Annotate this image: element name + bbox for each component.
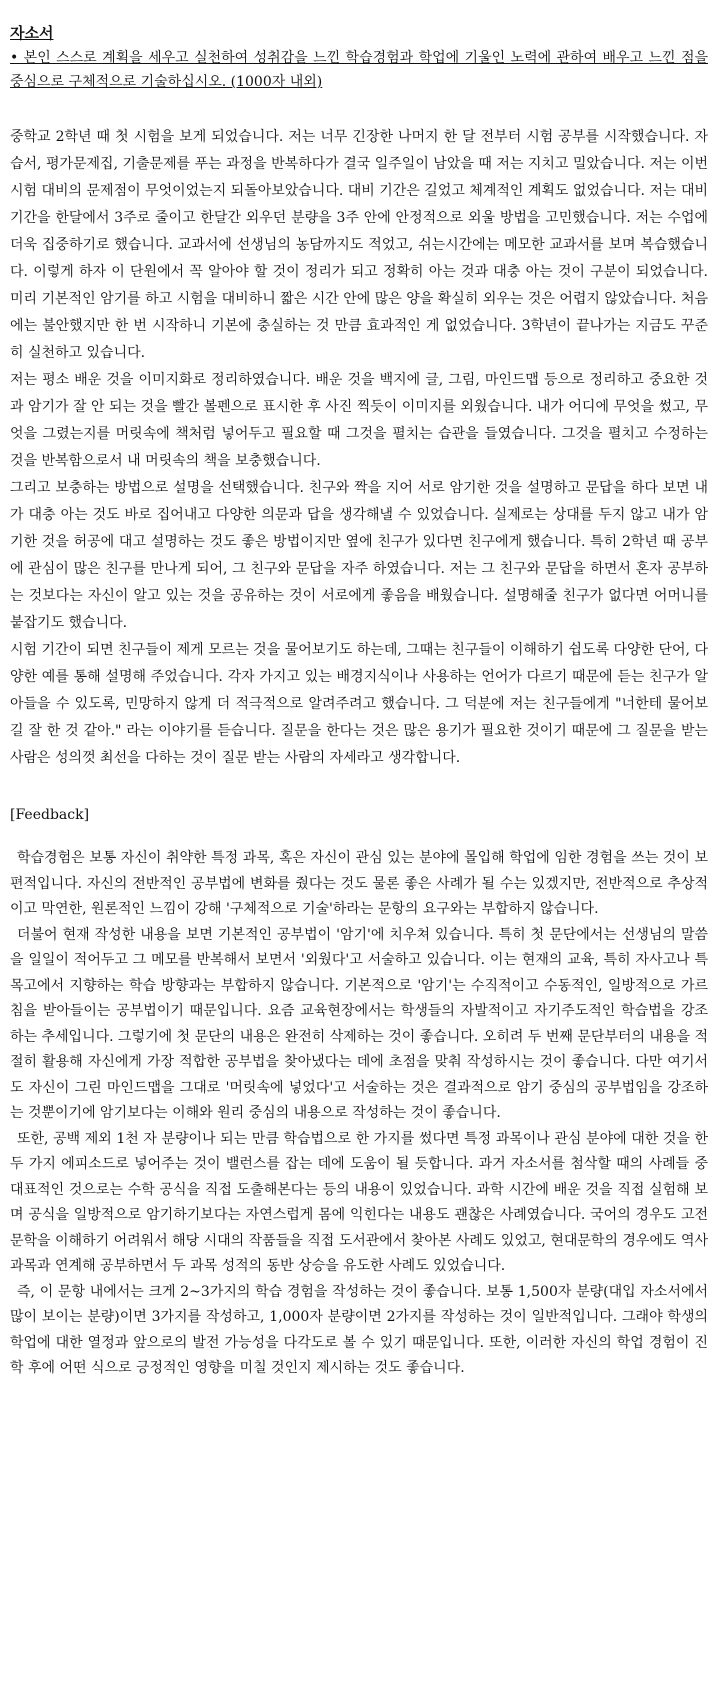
essay-paragraph: 그리고 보충하는 방법으로 설명을 선택했습니다. 친구와 짝을 지어 서로 암기한 것을 설명하고 문답을 하다 보면 내가 대충 아는 것도 바로 집어내고 다양한 의문과 답을 생각해낼 수 있었습니다. 실제로는 상대를 두지 않고 내가 암기한 것을 허공에 대고 설명하는 것도 좋은 방법이지만 옆에 친구가 있다면 친구에게 했습니다. 특히 2학년 때 공부에 관심이 많은 친구를 만나게 되어, 그 친구와 문답을 자주 하였습니다. 저는 그 친구와 문답을 하면서 혼자 공부하는 것보다는 자신이 알고 있는 것을 공유하는 것이 서로에게 좋음을 배웠습니다. 설명해줄 친구가 없다면 어머니를 붙잡기도 했습니다. [10,480,708,631]
essay-paragraph: 저는 평소 배운 것을 이미지화로 정리하였습니다. 배운 것을 백지에 글, 그림, 마인드맵 등으로 정리하고 중요한 것과 암기가 잘 안 되는 것을 빨간 볼펜으로 표시한 후 사진 찍듯이 이미지를 외웠습니다. 내가 어디에 무엇을 썼고, 무엇을 그렸는지를 머릿속에 책처럼 넣어두고 필요할 때 그것을 펼치는 습관을 들였습니다. 그것을 펼치고 수정하는 것을 반복함으로서 내 머릿속의 책을 보충했습니다. [10,372,708,469]
essay-prompt: • 본인 스스로 계획을 세우고 실천하여 성취감을 느낀 학습경험과 학업에 기울인 노력에 관하여 배우고 느낀 점을 중심으로 구체적으로 기술하십시오. (1000자 내외) [10,50,708,90]
document-title: 자소서 [10,24,54,42]
essay-body [10,124,708,772]
feedback-paragraph: 또한, 공백 제외 1천 자 분량이나 되는 만큼 학습법으로 한 가지를 썼다면 특정 과목이나 관심 분야에 대한 것을 한두 가지 에피소드로 넣어주는 것이 밸런스를 잡는 데에 도움이 될 듯합니다. 과거 자소서를 첨삭할 때의 사례들 중 대표적인 것으로는 수학 공식을 직접 도출해본다는 등의 내용이 있었습니다. 과학 시간에 배운 것을 직접 실험해 보며 공식을 일방적으로 암기하기보다는 자연스럽게 몸에 익힌다는 내용도 괜찮은 사례였습니다. 국어의 경우도 고전문학을 이해하기 어려워서 해당 시대의 작품들을 직접 도서관에서 찾아본 사례도 있었고, 현대문학의 경우에도 역사 과목과 연계해 공부하면서 두 과목 성적의 동반 상승을 유도한 사례도 있었습니다. [10,1130,708,1274]
feedback-paragraph: 즉, 이 문항 내에서는 크게 2~3가지의 학습 경험을 작성하는 것이 좋습니다. 보통 1,500자 분량(대입 자소서에서 많이 보이는 분량)이면 3가지를 작성하고, 1,000자 분량이면 2가지를 작성하는 것이 일반적입니다. 그래야 학생의 학업에 대한 열정과 앞으로의 발전 가능성을 다각도로 볼 수 있기 때문입니다. 또한, 이러한 자신의 학업 경험이 진학 후에 어떤 식으로 긍정적인 영향을 미칠 것인지 제시하는 것도 좋습니다. [10,1283,708,1376]
essay-paragraph: 시험 기간이 되면 친구들이 제게 모르는 것을 물어보기도 하는데, 그때는 친구들이 이해하기 쉽도록 다양한 단어, 다양한 예를 통해 설명해 주었습니다. 각자 가지고 있는 배경지식이나 사용하는 언어가 다르기 때문에 듣는 친구가 알아들을 수 있도록, 민망하지 않게 더 적극적으로 알려주려고 했습니다. 그 덕분에 저는 친구들에게 "너한테 물어보길 잘 한 것 같아." 라는 이야기를 듣습니다. 질문을 한다는 것은 많은 용기가 필요한 것이기 때문에 그 질문을 받는 사람은 성의껏 최선을 다하는 것이 질문 받는 사람의 자세라고 생각합니다. [10,642,708,766]
feedback-paragraph: 학습경험은 보통 자신이 취약한 특정 과목, 혹은 자신이 관심 있는 분야에 몰입해 학업에 임한 경험을 쓰는 것이 보편적입니다. 자신의 전반적인 공부법에 변화를 줬다는 것도 물론 좋은 사례가 될 수는 있겠지만, 전반적으로 추상적이고 막연한, 원론적인 느낌이 강해 '구체적으로 기술'하라는 문항의 요구와는 부합하지 않습니다. [10,850,708,917]
essay-paragraph: 중학교 2학년 때 첫 시험을 보게 되었습니다. 저는 너무 긴장한 나머지 한 달 전부터 시험 공부를 시작했습니다. 자습서, 평가문제집, 기출문제를 푸는 과정을 반복하다가 결국 일주일이 남았을 때 저는 지치고 밀았습니다. 저는 이번 시험 대비의 문제점이 무엇이었는지 되돌아보았습니다. 대비 기간은 길었고 체계적인 계획도 없었습니다. 저는 대비 기간을 한달에서 3주로 줄이고 한달간 외우던 분량을 3주 안에 안정적으로 외울 방법을 고민했습니다. 저는 수업에 더욱 집중하기로 했습니다. 교과서에 선생님의 농담까지도 적었고, 쉬는시간에는 메모한 교과서를 보며 복습했습니다. 이렇게 하자 이 단원에서 꼭 알아야 할 것이 정리가 되고 정확히 아는 것과 대충 아는 것이 구분이 되었습니다. 미리 기본적인 암기를 하고 시험을 대비하니 짧은 시간 안에 많은 양을 확실히 외우는 것은 어렵지 않았습니다. 처음에는 불안했지만 한 번 시작하니 기본에 충실하는 것 만큼 효과적인 게 없었습니다. 3학년이 끝나가는 지금도 꾸준히 실천하고 있습니다. [10,129,708,361]
feedback-heading: [Feedback] [10,807,90,823]
feedback-paragraph: 더불어 현재 작성한 내용을 보면 기본적인 공부법이 '암기'에 치우쳐 있습니다. 특히 첫 문단에서는 선생님의 말씀을 일일이 적어두고 그 메모를 반복해서 보면서 '외웠다'고 서술하고 있습니다. 이는 현재의 교육, 특히 자사고나 특목고에서 지향하는 학습 방향과는 부합하지 않습니다. 기본적으로 '암기'는 수직적이고 수동적인, 일방적으로 가르침을 받아들이는 공부법이기 때문입니다. 요즘 교육현장에서는 학생들의 자발적이고 자기주도적인 학습법을 강조하는 추세입니다. 그렇기에 첫 문단의 내용은 완전히 삭제하는 것이 좋습니다. 오히려 두 번째 문단부터의 내용을 적절히 활용해 자신에게 가장 적합한 공부법을 찾아냈다는 데에 초점을 맞춰 작성하시는 것이 좋습니다. 다만 여기서도 자신이 그린 마인드맵을 그대로 '머릿속에 넣었다'고 서술하는 것은 결과적으로 암기 중심의 공부법임을 강조하는 것뿐이기에 암기보다는 이해와 원리 중심의 내용으로 작성하는 것이 좋습니다. [10,926,708,1121]
feedback-body [10,846,708,1382]
